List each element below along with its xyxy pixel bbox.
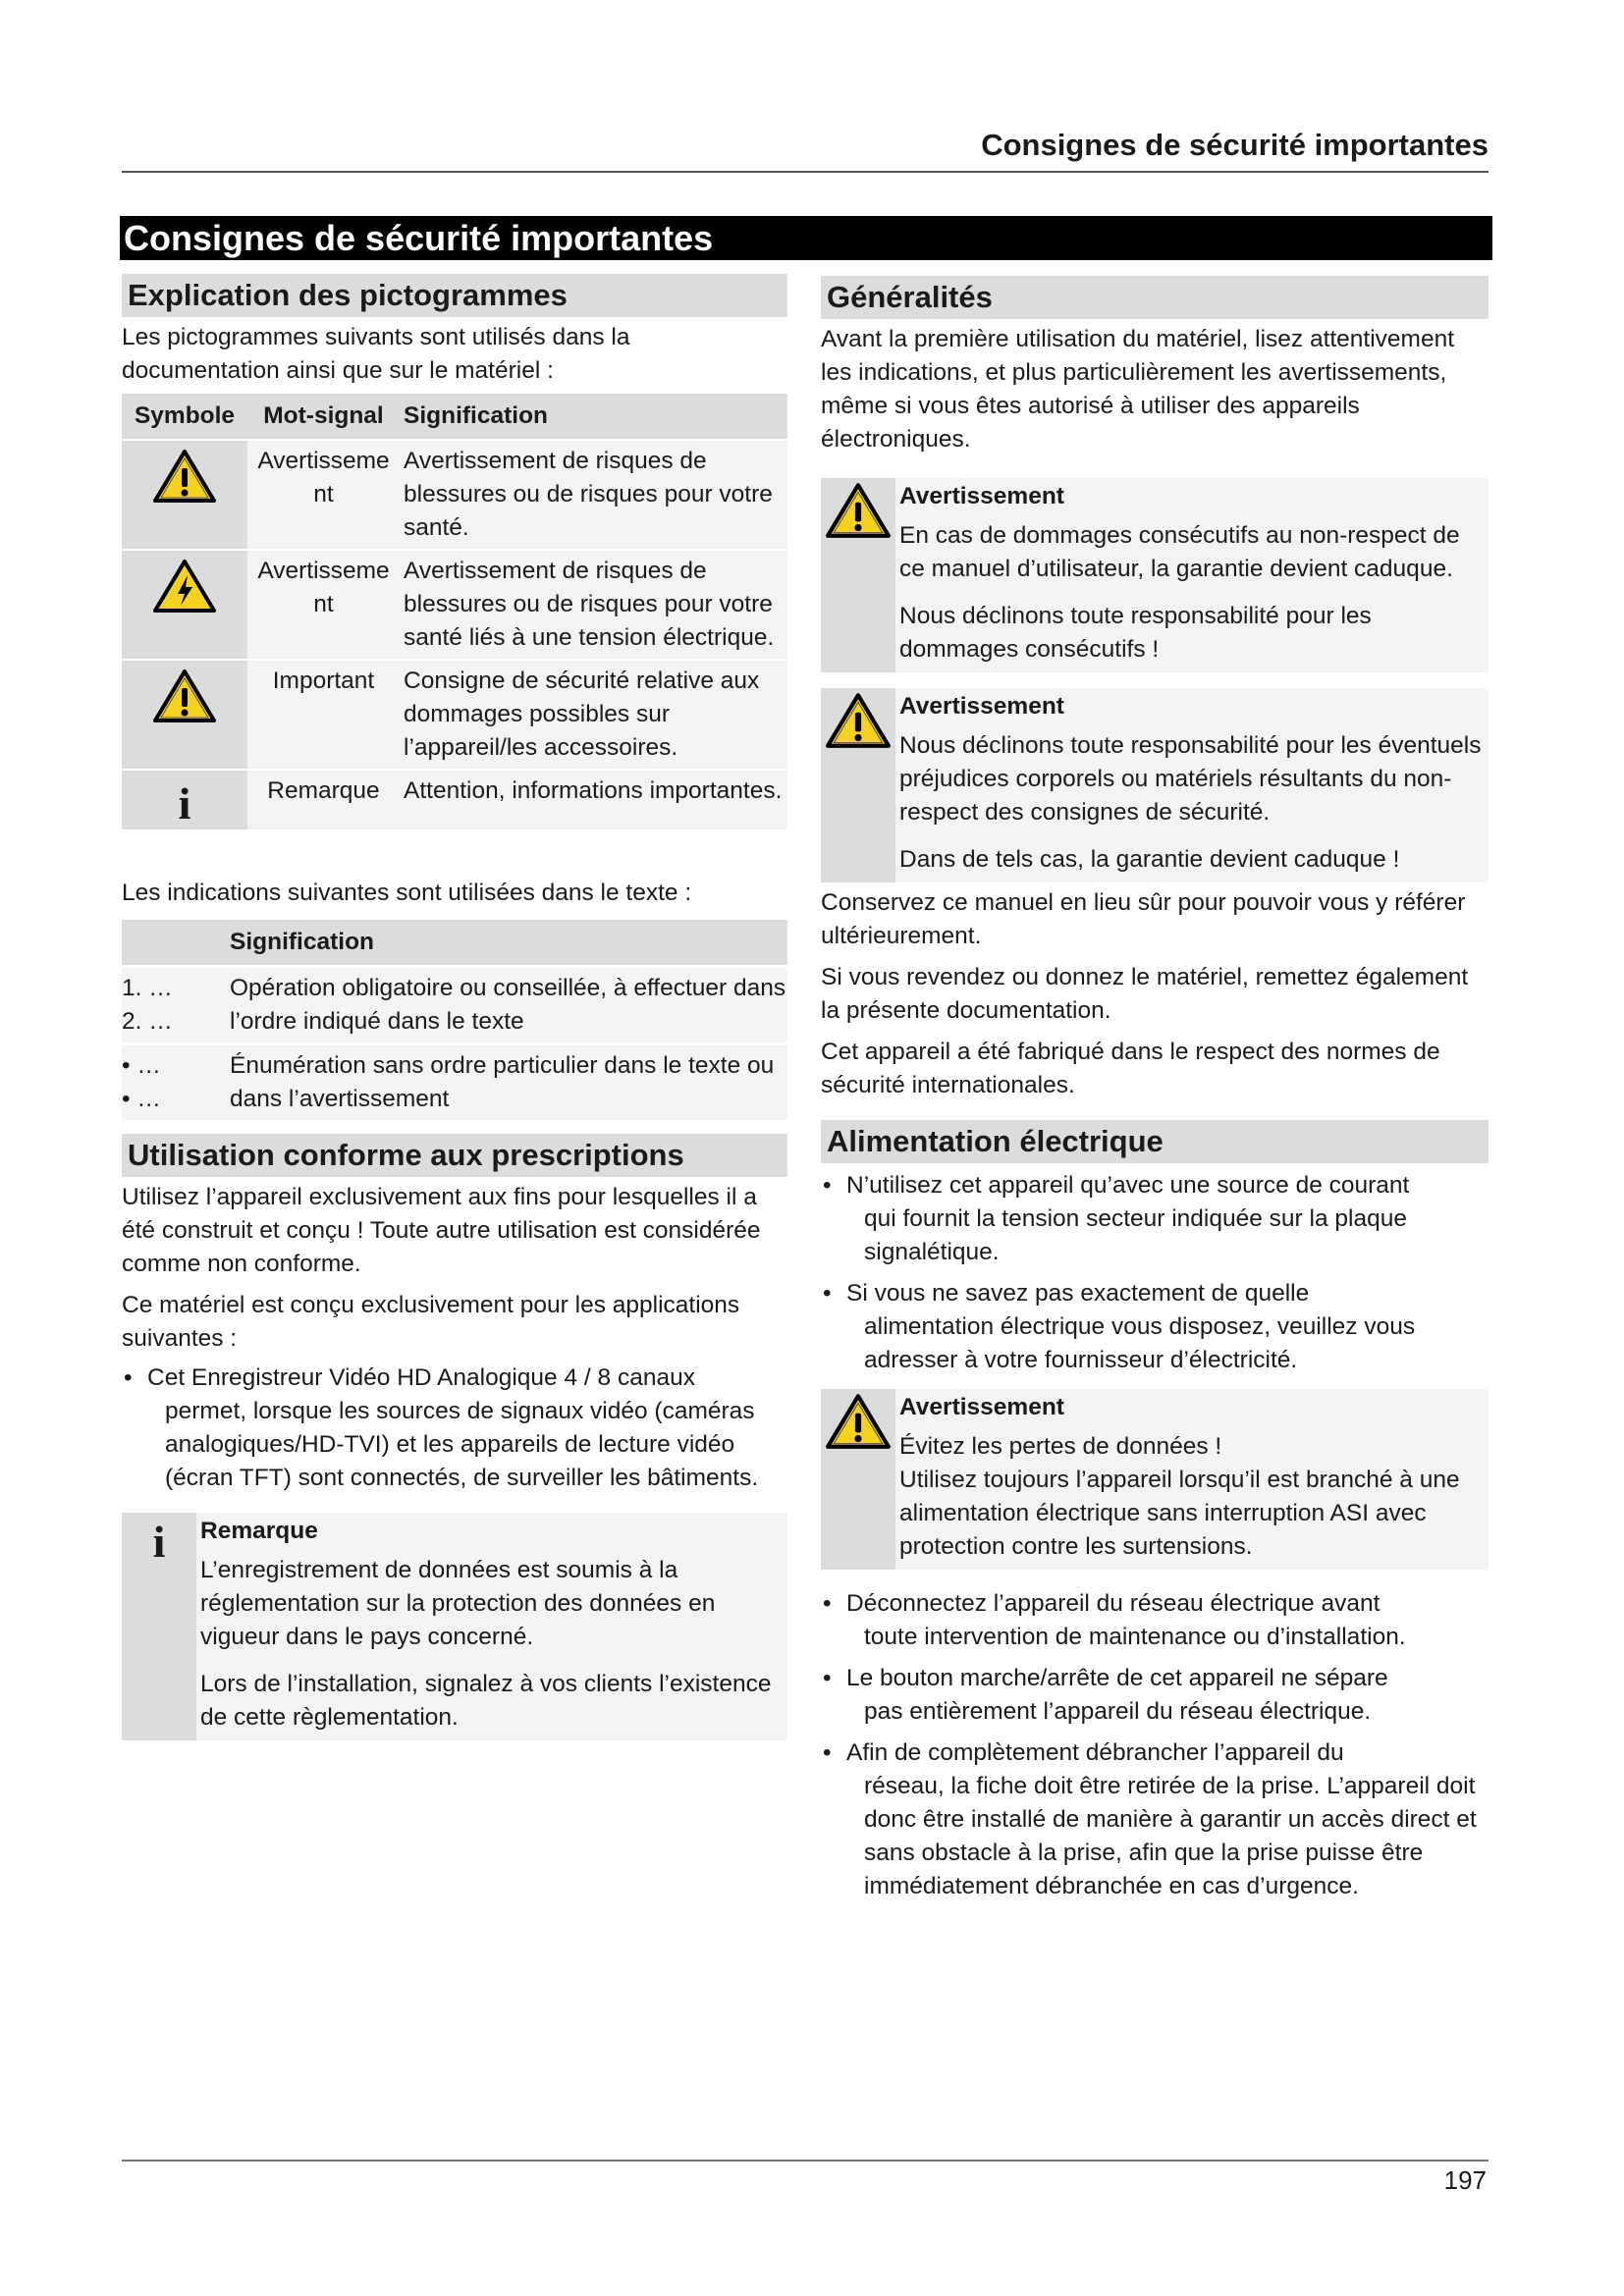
pictograms-intro: Les pictogrammes suivants sont utilisés dans la documentation ainsi que sur le matériel : [122, 324, 630, 384]
right-column [821, 276, 1489, 1911]
section-heading-general: Généralités [821, 276, 1489, 319]
section-heading-usage: Utilisation conforme aux prescriptions [122, 1134, 787, 1177]
left-column [122, 274, 787, 1740]
table-row [122, 659, 787, 769]
warning-text: Nous déclinons toute responsabilité pour les éventuels préjudices corporels ou matériels résultants du non-respect des consignes de sécurité. [899, 732, 1482, 826]
remark-title: Remarque [200, 1518, 318, 1544]
general-paragraph: Cet appareil a été fabriqué dans le respect des normes de sécurité internationales. [821, 1039, 1440, 1098]
table-row [122, 439, 787, 549]
list-item: • Si vous ne savez pas exactement de quelle alimentation électrique vous disposez, veuillez vous adresser à votre fournisseur d’électricité. [821, 1277, 1489, 1377]
warning-box [821, 478, 1489, 672]
warning-text: En cas de dommages consécutifs au non-respect de ce manuel d’utilisateur, la garantie devient caduque. [899, 522, 1460, 582]
signal-word: Important [272, 667, 375, 694]
signal-word: Remarque [267, 777, 380, 804]
power-list [821, 1169, 1489, 1377]
signal-word: Avertisseme nt [257, 448, 390, 507]
marker-cell: • … • … [122, 1052, 161, 1112]
column-header-signal: Mot-signal [263, 402, 384, 429]
signal-meaning: Consigne de sécurité relative aux dommages possibles sur l’appareil/les accessoires. [404, 667, 760, 761]
page-title: Consignes de sécurité importantes [120, 216, 1492, 260]
warning-box [821, 1389, 1489, 1570]
signal-word: Avertisseme nt [257, 558, 390, 617]
warning-title: Avertissement [899, 483, 1064, 509]
warning-triangle-icon [153, 668, 216, 723]
list-item: • Déconnectez l’appareil du réseau électrique avant toute intervention de maintenance ou d’installation. [821, 1587, 1489, 1654]
warning-text: Évitez les pertes de données ! [899, 1433, 1222, 1460]
signal-meaning: Avertissement de risques de blessures ou de risques pour votre santé liés à une tension électrique. [404, 558, 775, 651]
marker-cell: 1. … 2. … [122, 975, 173, 1035]
usage-list [122, 1362, 787, 1495]
signal-meaning: Attention, informations importantes. [404, 777, 783, 804]
info-icon: i [152, 1517, 166, 1567]
table-row [122, 549, 787, 659]
usage-paragraph: Utilisez l’appareil exclusivement aux fins pour lesquelles il a été construit et conçu ! Toute autre utilisation est considérée comme non conforme. [122, 1184, 761, 1277]
pictogram-table-header [122, 394, 787, 439]
column-header-symbol: Symbole [122, 394, 247, 439]
footer-rule [122, 2160, 1489, 2162]
info-icon: i [178, 778, 191, 828]
general-intro: Avant la première utilisation du matériel, lisez attentivement les indications, et plus particulièrement les avertissements, même si vous êtes autorisé à utiliser des appareils électroniques. [821, 326, 1455, 453]
remark-text: Lors de l’installation, signalez à vos clients l’existence de cette règlementation. [200, 1671, 772, 1731]
warning-triangle-icon [826, 1393, 891, 1450]
indications-header: Signification [122, 920, 787, 965]
warning-text: Dans de tels cas, la garantie devient caduque ! [899, 846, 1400, 873]
section-heading-power: Alimentation électrique [821, 1120, 1489, 1163]
warning-triangle-icon [826, 692, 891, 749]
electric-warning-triangle-icon [153, 559, 216, 614]
signal-meaning: Avertissement de risques de blessures ou de risques pour votre santé. [404, 448, 773, 541]
indication-text: Opération obligatoire ou conseillée, à effectuer dans l’ordre indiqué dans le texte [230, 975, 786, 1035]
page-number: 197 [1443, 2165, 1487, 2195]
general-paragraph: Si vous revendez ou donnez le matériel, remettez également la présente documentation. [821, 964, 1469, 1024]
warning-text: Utilisez toujours l’appareil lorsqu’il est branché à une alimentation électrique sans interruption ASI avec protection contre les surtensions. [899, 1467, 1460, 1560]
warning-triangle-icon [153, 449, 216, 504]
list-item: • Le bouton marche/arrête de cet appareil ne sépare pas entièrement l’appareil du réseau électrique. [821, 1662, 1489, 1729]
list-item: • N’utilisez cet appareil qu’avec une source de courant qui fournit la tension secteur indiquée sur la plaque signalétique. [821, 1169, 1489, 1269]
warning-triangle-icon [826, 482, 891, 539]
running-header [122, 120, 1489, 173]
table-row [122, 1042, 787, 1120]
general-paragraph: Conservez ce manuel en lieu sûr pour pouvoir vous y référer ultérieurement. [821, 889, 1466, 949]
warning-text: Nous déclinons toute responsabilité pour les dommages consécutifs ! [899, 603, 1372, 663]
section-heading-pictograms: Explication des pictogrammes [122, 274, 787, 317]
remark-text: L’enregistrement de données est soumis à la réglementation sur la protection des données en vigueur dans le pays concerné. [200, 1557, 716, 1650]
indications-table [122, 920, 787, 1120]
column-header-meaning: Signification [404, 402, 548, 429]
table-row [122, 769, 787, 829]
warning-box [821, 688, 1489, 882]
power-list [821, 1587, 1489, 1903]
indication-text: Énumération sans ordre particulier dans le texte ou dans l’avertissement [230, 1052, 775, 1112]
list-item: • Afin de complètement débrancher l’appareil du réseau, la fiche doit être retirée de la prise. L’appareil doit donc être installé de manière à garantir un accès direct et sans obstacle à la prise, afin que la prise puisse être immédiatement débranchée en cas d’urgence. [821, 1736, 1489, 1903]
warning-title: Avertissement [899, 1394, 1064, 1420]
indications-intro: Les indications suivantes sont utilisées dans le texte : [122, 880, 692, 906]
pictogram-table [122, 394, 787, 829]
warning-title: Avertissement [899, 693, 1064, 720]
list-item: • Cet Enregistreur Vidéo HD Analogique 4 / 8 canaux permet, lorsque les sources de signaux vidéo (caméras analogiques/HD-TVI) et les appareils de lecture vidéo (écran TFT) sont connectés, de surveiller les bâtiments. [122, 1362, 787, 1495]
running-header-title: Consignes de sécurité importantes [981, 128, 1489, 162]
table-row [122, 965, 787, 1042]
remark-box [122, 1513, 787, 1740]
usage-paragraph: Ce matériel est conçu exclusivement pour les applications suivantes : [122, 1292, 740, 1352]
